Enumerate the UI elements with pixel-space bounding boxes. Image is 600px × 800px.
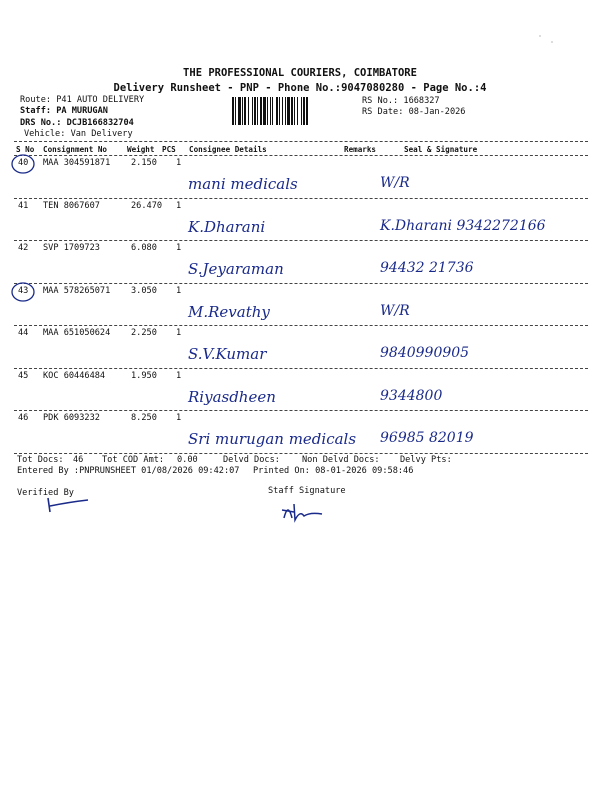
cod-label: Tot COD Amt:	[102, 455, 165, 465]
row-separator	[14, 198, 588, 199]
scan-specks	[530, 28, 570, 48]
non-delvd-docs-label: Non Delvd Docs:	[302, 455, 380, 465]
row-seal-handwriting: 9344800	[380, 387, 443, 404]
printed-on: Printed On: 08-01-2026 09:58:46	[253, 466, 414, 476]
row-seal-handwriting: 9840990905	[380, 345, 470, 361]
row-sno: 40	[18, 158, 29, 168]
row-pcs: 1	[176, 243, 182, 253]
header-bottom-rule	[14, 155, 588, 156]
verified-by-label: Verified By	[17, 488, 74, 498]
verified-signature	[40, 494, 100, 518]
row-consignment: MAA 304591871	[43, 158, 111, 168]
row-consignee-handwriting: Riyasdheen	[188, 387, 276, 406]
sno-circle-mark	[10, 281, 36, 303]
row-consignee-handwriting: M.Revathy	[188, 302, 270, 321]
row-seal-handwriting: W/R	[380, 175, 410, 191]
row-weight: 2.250	[131, 328, 157, 338]
row-pcs: 1	[176, 413, 182, 423]
row-consignment: TEN 8067607	[43, 200, 100, 211]
row-seal-handwriting: 94432 21736	[380, 260, 474, 276]
row-consignment: PDK 6093232	[43, 413, 100, 423]
row-sno: 46	[18, 413, 29, 423]
header-top-rule	[14, 141, 588, 142]
row-consignment: MAA 651050624	[43, 328, 111, 338]
runsheet-subtitle: Delivery Runsheet - PNP - Phone No.:9047080280 - Page No.:4	[113, 82, 487, 94]
col-pcs: PCS	[162, 145, 176, 154]
col-remarks: Remarks	[344, 145, 377, 154]
vehicle-info: Vehicle: Van Delivery	[24, 129, 133, 139]
route-info: Route: P41 AUTO DELIVERY	[20, 95, 145, 105]
cod-value: 0.00	[177, 455, 198, 465]
col-consignee: Consignee Details	[189, 145, 267, 154]
col-consignment: Consignment No	[43, 145, 108, 154]
row-pcs: 1	[176, 158, 182, 168]
row-consignment: KOC 60446484	[43, 370, 106, 381]
drs-number: DRS No.: DCJB166832704	[20, 118, 134, 128]
delvd-docs-label: Delvd Docs:	[223, 455, 280, 465]
company-title: THE PROFESSIONAL COURIERS, COIMBATORE	[183, 67, 417, 79]
row-separator	[14, 283, 588, 284]
row-weight: 8.250	[131, 413, 157, 423]
row-consignee-handwriting: Sri murugan medicals	[188, 430, 357, 448]
row-sno: 44	[18, 328, 29, 338]
row-consignment: SVP 1709723	[43, 243, 100, 253]
row-seal-handwriting: W/R	[380, 302, 410, 319]
rs-number: RS No.: 1668327	[362, 96, 440, 106]
row-separator	[14, 410, 588, 411]
row-pcs: 1	[176, 370, 182, 381]
row-sno: 41	[18, 200, 29, 211]
row-pcs: 1	[176, 285, 182, 296]
total-docs-label: Tot Docs:	[17, 455, 64, 465]
staff-signature	[278, 500, 338, 526]
row-separator	[14, 453, 588, 454]
row-seal-handwriting: K.Dharani 9342272166	[380, 217, 546, 234]
row-separator	[14, 368, 588, 369]
row-pcs: 1	[176, 200, 182, 211]
row-consignee-handwriting: S.Jeyaraman	[188, 260, 284, 278]
barcode	[232, 97, 356, 125]
row-weight: 2.150	[131, 158, 157, 168]
row-consignee-handwriting: K.Dharani	[188, 217, 266, 236]
row-consignment: MAA 578265071	[43, 285, 111, 296]
row-weight: 6.080	[131, 243, 157, 253]
sno-circle-mark	[10, 153, 36, 175]
entered-by: Entered By :PNPRUNSHEET 01/08/2026 09:42:07	[17, 466, 240, 476]
row-pcs: 1	[176, 328, 182, 338]
row-separator	[14, 325, 588, 326]
row-seal-handwriting: 96985 82019	[380, 430, 474, 446]
row-separator	[14, 240, 588, 241]
row-sno: 43	[18, 285, 29, 296]
delivery-points-label: Delvy Pts:	[400, 455, 452, 465]
col-seal: Seal & Signature	[404, 145, 478, 154]
row-weight: 3.050	[131, 285, 157, 296]
row-sno: 45	[18, 370, 29, 381]
row-weight: 26.470	[131, 200, 163, 211]
col-sno: S No	[16, 145, 35, 154]
col-weight: Weight	[127, 145, 155, 154]
staff-signature-label: Staff Signature	[268, 486, 346, 496]
row-consignee-handwriting: S.V.Kumar	[188, 345, 267, 363]
rs-date: RS Date: 08-Jan-2026	[362, 107, 466, 117]
row-consignee-handwriting: mani medicals	[188, 175, 298, 193]
staff-info: Staff: PA MURUGAN	[20, 106, 108, 116]
row-weight: 1.950	[131, 370, 157, 381]
total-docs-value: 46	[73, 455, 84, 465]
row-sno: 42	[18, 243, 29, 253]
